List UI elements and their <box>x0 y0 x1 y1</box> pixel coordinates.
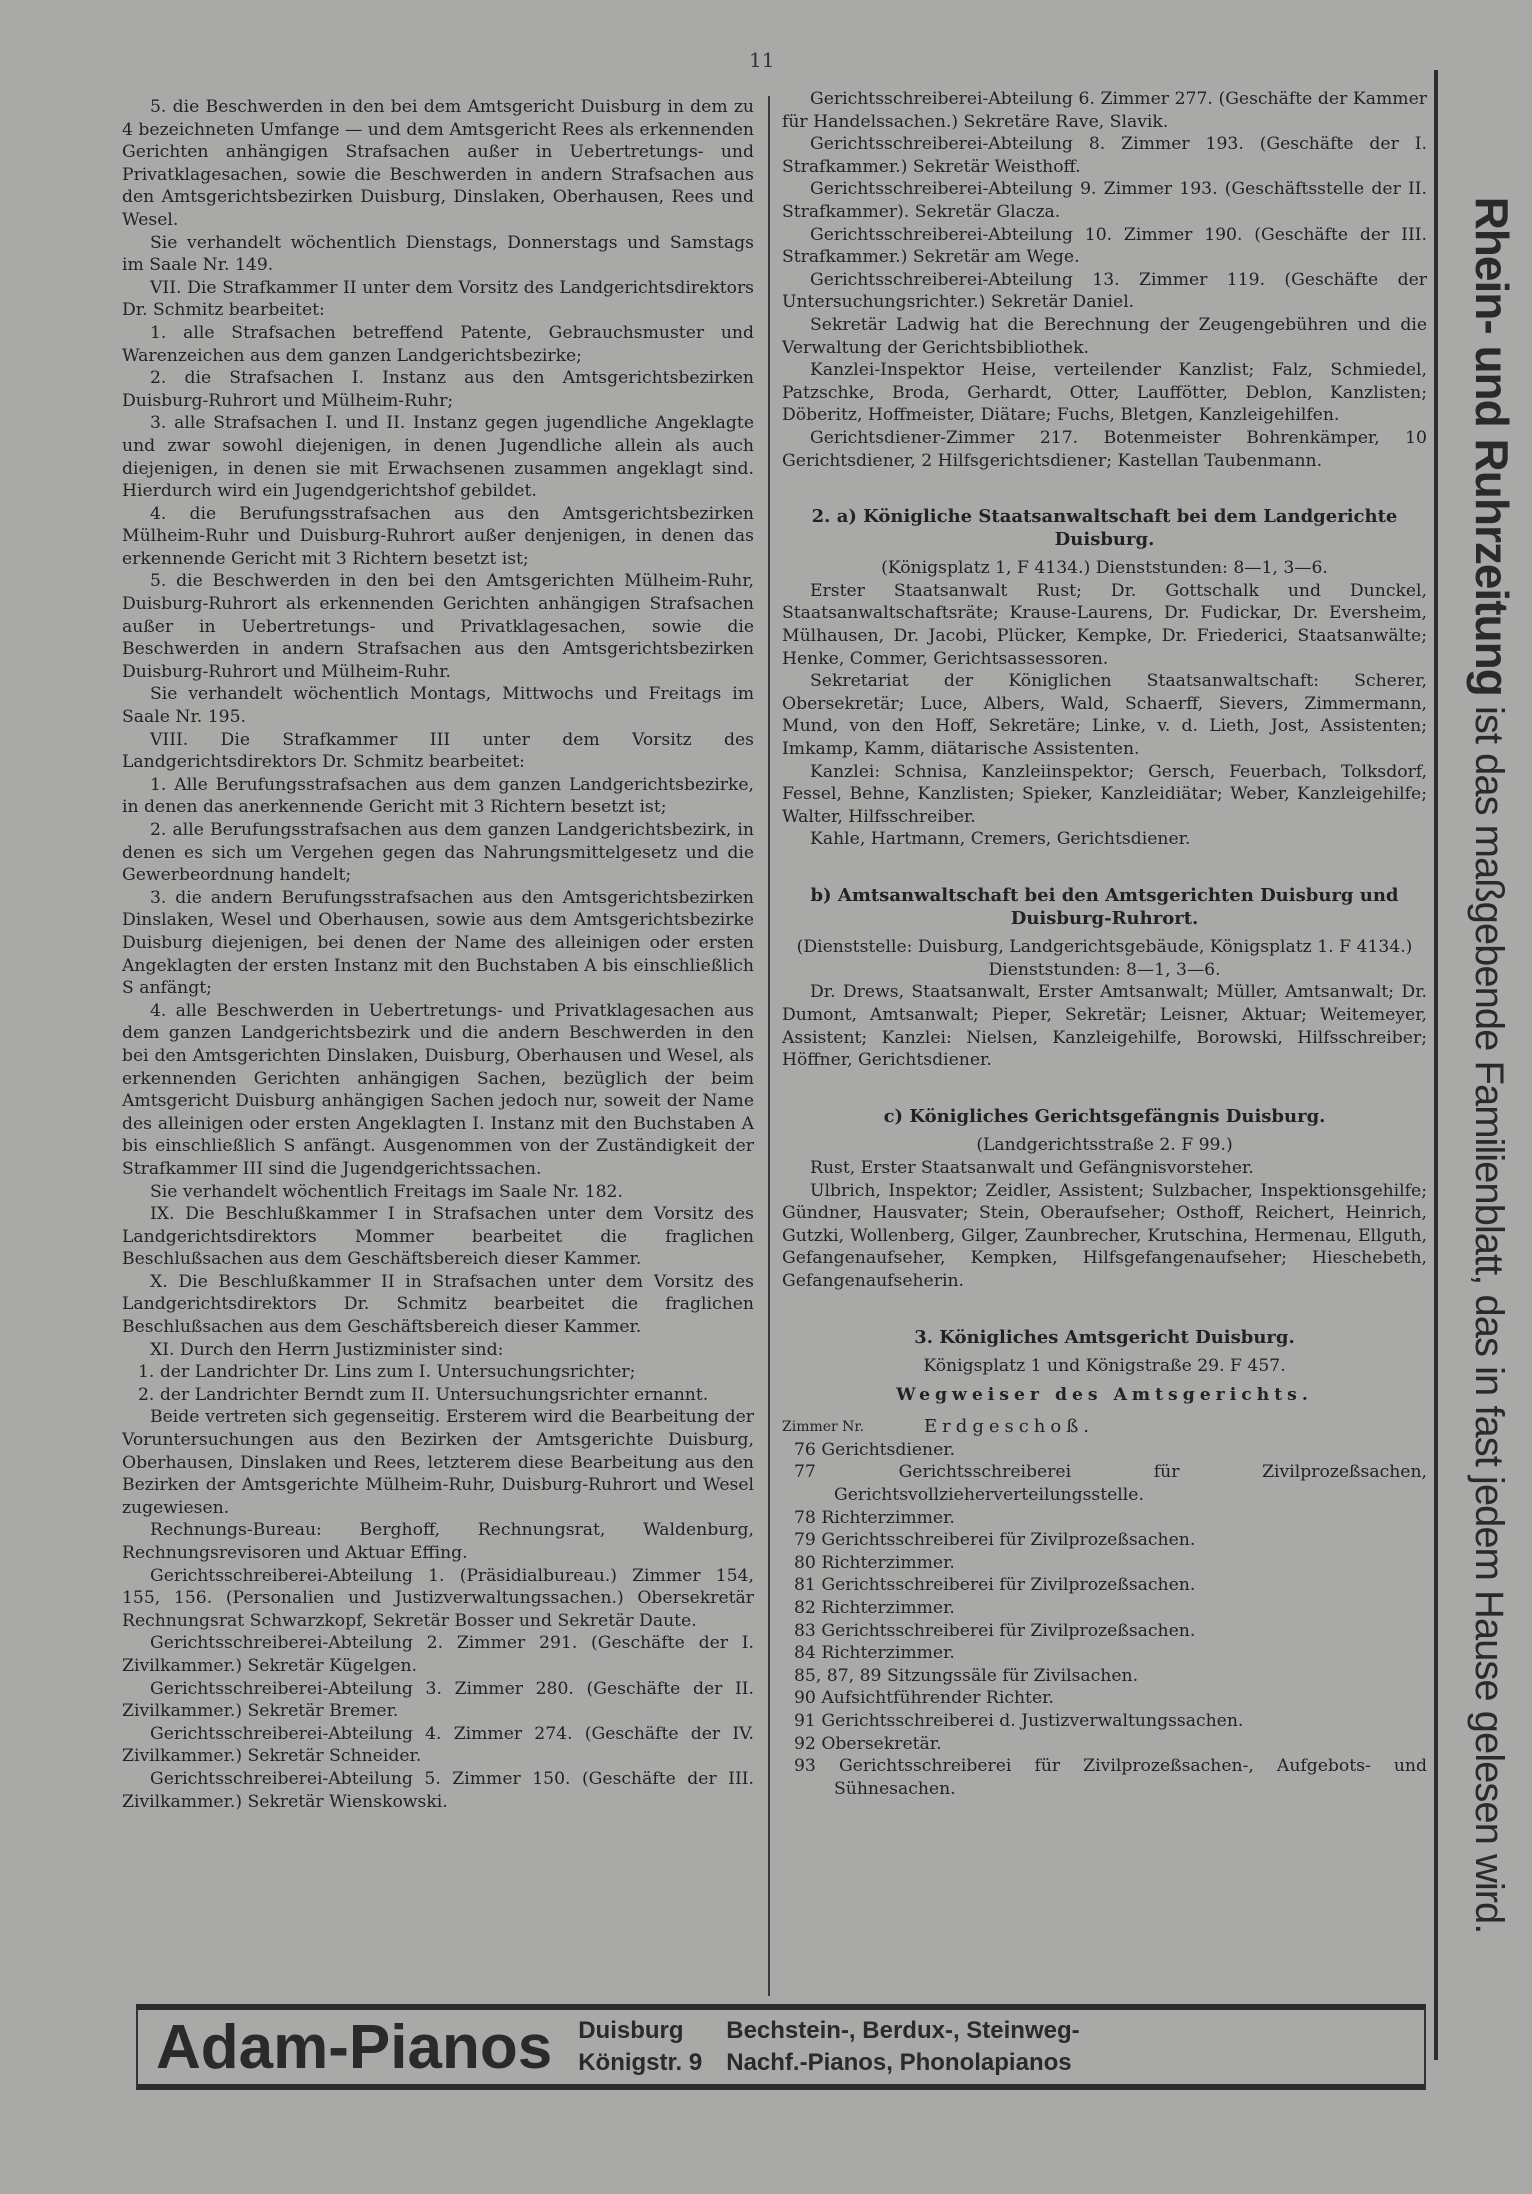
room-entry <box>782 1710 1427 1733</box>
room-entry <box>782 1461 1427 1506</box>
abteilung-entry: Gerichtsschreiberei-Abteilung 5. Zimmer 150. (Geschäfte der III. Zivilkammer.) Sekretär Wienskowski. <box>122 1768 754 1812</box>
section-x: X. Die Beschlußkammer II in Strafsachen unter dem Vorsitz des Landgerichtsdirektors Dr. Schmitz bearbeitet die fraglichen Beschlußsachen aus dem Geschäftsbereich dieser Kammer. <box>122 1271 754 1338</box>
paragraph: Kanzlei: Schnisa, Kanzleiinspektor; Gersch, Feuerbach, Tolksdorf, Fessel, Behne, Kanzlisten; Spieker, Kanzleidiätar; Weber, Kanzleigehilfe; Walter, Hilfsschreiber. <box>782 761 1427 827</box>
paragraph: Sekretariat der Königlichen Staatsanwaltschaft: Scherer, Obersekretär; Luce, Albers, Wald, Schaerff, Sievers, Zimmermann, Mund, von den Hoff, Sekretäre; Linke, v. d. Lieth, Jost, Assistenten; Imkamp, Kamm, diätarische Assistenten. <box>782 671 1427 760</box>
room-entry <box>782 1733 1427 1756</box>
room-description: Gerichtsschreiberei d. Justizverwaltungssachen. <box>821 1711 1244 1731</box>
ad-city: Duisburg <box>578 2017 684 2044</box>
abteilung-entry: Gerichtsschreiberei-Abteilung 3. Zimmer 280. (Geschäfte der II. Zivilkammer.) Sekretär Bremer. <box>122 1678 754 1722</box>
paragraph: Rust, Erster Staatsanwalt und Gefängnisvorsteher. <box>810 1157 1254 1178</box>
paragraph: Dr. Drews, Staatsanwalt, Erster Amtsanwalt; Müller, Amtsanwalt; Dr. Dumont, Amtsanwalt; Pieper, Sekretär; Leisner, Aktuar; Weitemeyer, Assistent; Kanzlei: Nielsen, Kanzleigehilfe, Borowski, Hilfsschreiber; Höffner, Gerichtsdiener. <box>782 982 1427 1071</box>
banner-rest: ist das maßgebende Familienblatt, das in fast jedem Hause gelesen wird. <box>1467 695 1511 1934</box>
room-description: Gerichtsdiener. <box>821 1439 956 1460</box>
list-item: 3. alle Strafsachen I. und II. Instanz gegen jugendliche Angeklagte und zwar sowohl diejenigen, in denen Jugendliche allein als auch diejenigen, in denen sie mit Erwachsenen zusammen angeklagt sind. Hierdurch wird ein Jugendgerichtshof gebildet. <box>122 413 754 502</box>
paragraph: Sekretär Ladwig hat die Berechnung der Zeugengebühren und die Verwaltung der Gerichtsbibliothek. <box>782 314 1427 358</box>
address: (Landgerichtsstraße 2. F 99.) <box>976 1135 1233 1156</box>
paragraph: Kanzlei-Inspektor Heise, verteilender Kanzlist; Falz, Schmiedel, Patzschke, Broda, Gerhardt, Otter, Lauffötter, Deblon, Kanzlisten; Döberitz, Hoffmeister, Diätare; Fuchs, Bletgen, Kanzleigehilfen. <box>782 360 1427 426</box>
paragraph: Sie verhandelt wöchentlich Dienstags, Donnerstags und Samstags im Saale Nr. 149. <box>122 232 754 276</box>
office-hours: Dienststunden: 8—1, 3—6. <box>988 959 1221 980</box>
room-number: 79 <box>794 1530 816 1551</box>
list-item: 2. die Strafsachen I. Instanz aus den Amtsgerichtsbezirken Duisburg-Ruhrort und Mülheim-Ruhr; <box>122 368 754 411</box>
section-ix: IX. Die Beschlußkammer I in Strafsachen unter dem Vorsitz des Landgerichtsdirektors Mommer bearbeitet die fraglichen Beschlußsachen aus dem Geschäftsbereich dieser Kammer. <box>122 1204 754 1270</box>
list-item: 3. die andern Berufungsstrafsachen aus den Amtsgerichtsbezirken Dinslaken, Wesel und Oberhausen, sowie aus dem Amtsgerichtsbezirke Duisburg diejenigen, bei denen der Name des alleinigen oder ersten Angeklagten der ersten Instanz mit den Buchstaben A bis einschließlich S anfängt; <box>122 887 754 999</box>
room-entry <box>782 1755 1427 1800</box>
room-number: 80 <box>794 1552 816 1573</box>
section-vii-intro: VII. Die Strafkammer II unter dem Vorsitz des Landgerichtsdirektors Dr. Schmitz bearbeitet: <box>122 277 754 321</box>
room-description: Richterzimmer. <box>821 1643 955 1664</box>
room-entry <box>782 1665 1427 1688</box>
room-entry <box>782 1597 1427 1620</box>
room-number: 83 <box>794 1620 816 1641</box>
abteilung-entry: Gerichtsschreiberei-Abteilung 13. Zimmer 119. (Geschäfte der Untersuchungsrichter.) Sekretär Daniel. <box>782 269 1427 313</box>
room-description: Gerichtsschreiberei für Zivilprozeßsachen, Gerichtsvollzieherverteilungsstelle. <box>834 1462 1427 1506</box>
abteilung-entry: Gerichtsschreiberei-Abteilung 2. Zimmer 291. (Geschäfte der I. Zivilkammer.) Sekretär Kügelgen. <box>122 1633 754 1676</box>
room-entry <box>782 1687 1427 1710</box>
paragraph: Rechnungs-Bureau: Berghoff, Rechnungsrat, Waldenburg, Rechnungsrevisoren und Aktuar Effing. <box>122 1520 754 1563</box>
room-entry <box>782 1574 1427 1597</box>
paragraph: Beide vertreten sich gegenseitig. Ersterem wird die Bearbeitung der Voruntersuchungen aus den Bezirken der Amtsgerichte Duisburg, Oberhausen, Dinslaken und Rees, letzterem diese Bearbeitung aus den Bezirken der Amtsgerichte Mülheim-Ruhr, Duisburg-Ruhrort und Wesel zugewiesen. <box>122 1407 754 1518</box>
room-number: 77 <box>794 1462 816 1483</box>
list-item: 1. alle Strafsachen betreffend Patente, Gebrauchsmuster und Warenzeichen aus dem ganzen Landgerichtsbezirke; <box>122 322 754 366</box>
room-description: Gerichtsschreiberei für Zivilprozeßsachen. <box>821 1575 1196 1596</box>
room-description: Aufsichtführender Richter. <box>821 1688 1054 1709</box>
room-table-header <box>782 1416 1427 1439</box>
room-description: Gerichtsschreiberei für Zivilprozeßsachen. <box>821 1530 1196 1551</box>
room-number: 85, 87, 89 <box>794 1665 882 1686</box>
room-entry <box>782 1439 1427 1462</box>
ad-brands-line: Nachf.-Pianos, Phonolapianos <box>726 2049 1072 2076</box>
abteilung-entry: Gerichtsschreiberei-Abteilung 6. Zimmer 277. (Geschäfte der Kammer für Handelssachen.) Sekretäre Rave, Slavik. <box>782 89 1427 132</box>
guide-heading: Wegweiser des Amtsgerichts. <box>896 1384 1313 1405</box>
address: (Dienststelle: Duisburg, Landgerichtsgebäude, Königsplatz 1. F 4134.) <box>796 937 1413 958</box>
ad-brands-line: Bechstein-, Berdux-, Steinweg- <box>726 2017 1080 2044</box>
room-description: Richterzimmer. <box>821 1598 955 1619</box>
room-number: 91 <box>794 1711 816 1731</box>
paragraph: Kahle, Hartmann, Cremers, Gerichtsdiener. <box>810 829 1191 850</box>
abteilung-entry: Gerichtsschreiberei-Abteilung 1. (Präsidialbureau.) Zimmer 154, 155, 156. (Personalien und Justizverwaltungssachen.) Obersekretär Rechnungsrat Schwarzkopf, Sekretär Bosser und Sekretär Daute. <box>122 1565 754 1631</box>
ad-street: Königstr. 9 <box>578 2049 703 2076</box>
abteilung-entry: Gerichtsschreiberei-Abteilung 8. Zimmer 193. (Geschäfte der I. Strafkammer.) Sekretär Weisthoff. <box>782 134 1427 177</box>
section-heading-3: 3. Königliches Amtsgericht Duisburg. <box>914 1326 1295 1348</box>
paragraph: Sie verhandelt wöchentlich Montags, Mittwochs und Freitags im Saale Nr. 195. <box>122 684 754 728</box>
room-entry <box>782 1620 1427 1643</box>
room-number: 81 <box>794 1575 816 1596</box>
list-item: 4. alle Beschwerden in Uebertretungs- und Privatklagesachen aus dem ganzen Landgerichtsbezirk und die andern Beschwerden in den bei den Amtsgerichten Dinslaken, Duisburg, Oberhausen und Wesel, als erkennenden Gerichten anhängigen Sachen, bezüglich der beim Amtsgericht Duisburg anhängigen Sachen jedoch nur, soweit der Name des alleinigen oder ersten Angeklagten I. Instanz mit den Buchstaben A bis einschließlich S anfängt. Ausgenommen von der Zuständigkeit der Strafkammer III sind die Jugendgerichtssachen. <box>122 1000 754 1179</box>
room-description: Richterzimmer. <box>821 1507 955 1528</box>
room-entry <box>782 1507 1427 1530</box>
room-column-label: Zimmer Nr. <box>782 1419 865 1436</box>
room-description: Sitzungssäle für Zivilsachen. <box>886 1665 1139 1686</box>
ad-brand-name: Adam-Pianos <box>156 2012 553 2082</box>
room-number: 84 <box>794 1643 816 1664</box>
abteilung-entry: Gerichtsschreiberei-Abteilung 10. Zimmer 190. (Geschäfte der III. Strafkammer.) Sekretär am Wege. <box>782 224 1427 268</box>
section-heading-2c: c) Königliches Gerichtsgefängnis Duisburg. <box>883 1105 1326 1127</box>
left-column <box>122 96 754 1813</box>
list-item: 5. die Beschwerden in den bei den Amtsgerichten Mülheim-Ruhr, Duisburg-Ruhrort als erkennenden Gerichten anhängigen Strafsachen außer in Uebertretungs- und Privatklagesachen, sowie die Beschwerden in andern Strafsachen aus den Amtsgerichtsbezirken Duisburg-Ruhrort und Mülheim-Ruhr. <box>122 571 754 682</box>
list-item: 1. Alle Berufungsstrafsachen aus dem ganzen Landgerichtsbezirke, in denen das anerkennende Gericht mit 3 Richtern besetzt ist; <box>122 774 754 818</box>
room-number: 92 <box>794 1733 816 1754</box>
room-entry <box>782 1642 1427 1665</box>
room-number: 78 <box>794 1507 816 1528</box>
banner-rule <box>1434 70 1438 2060</box>
ad-address <box>578 2015 702 2079</box>
abteilung-entry: Gerichtsschreiberei-Abteilung 4. Zimmer 274. (Geschäfte der IV. Zivilkammer.) Sekretär Schneider. <box>122 1723 754 1767</box>
room-description: Gerichtsschreiberei für Zivilprozeßsachen. <box>821 1620 1196 1641</box>
room-number: 82 <box>794 1598 816 1619</box>
room-description: Obersekretär. <box>821 1733 942 1754</box>
vertical-banner <box>1452 70 1532 2060</box>
room-number: 90 <box>794 1688 816 1709</box>
advertisement <box>136 2004 1426 2090</box>
right-column <box>782 88 1427 1800</box>
room-number: 93 <box>794 1756 816 1777</box>
address: (Königsplatz 1, F 4134.) Dienststunden: 8—1, 3—6. <box>881 558 1328 579</box>
list-item: 4. die Berufungsstrafsachen aus den Amtsgerichtsbezirken Mülheim-Ruhr und Duisburg-Ruhrort außer denjenigen, in denen das erkennende Gericht mit 3 Richtern besetzt ist; <box>122 503 754 569</box>
floor-label: Erdgeschoß. <box>924 1416 1094 1438</box>
list-item: 2. alle Berufungsstrafsachen aus dem ganzen Landgerichtsbezirk, in denen es sich um Vergehen gegen das Nahrungsmittelgesetz und die Gewerbeordnung handelt; <box>122 820 754 886</box>
paragraph: Erster Staatsanwalt Rust; Dr. Gottschalk und Dunckel, Staatsanwaltschaftsräte; Krause-Laurens, Dr. Fudickar, Dr. Eversheim, Mülhausen, Dr. Jacobi, Plücker, Kempke, Dr. Friederici, Staatsanwälte; Henke, Commer, Gerichtsassessoren. <box>782 580 1427 669</box>
address: Königsplatz 1 und Königstraße 29. F 457. <box>923 1356 1286 1377</box>
room-number: 76 <box>794 1439 816 1460</box>
section-viii-intro: VIII. Die Strafkammer III unter dem Vorsitz des Landgerichtsdirektors Dr. Schmitz bearbeitet: <box>122 729 754 773</box>
paragraph: Sie verhandelt wöchentlich Freitags im Saale Nr. 182. <box>150 1181 623 1202</box>
room-description: Richterzimmer. <box>821 1552 955 1573</box>
ad-brands <box>726 2015 1079 2079</box>
paragraph: Gerichtsdiener-Zimmer 217. Botenmeister Bohrenkämper, 10 Gerichtsdiener, 2 Hilfsgerichtsdiener; Kastellan Taubenmann. <box>782 427 1427 471</box>
room-entry <box>782 1552 1427 1575</box>
banner-bold: Rhein- und Ruhrzeitung <box>1466 196 1518 696</box>
page-number: 11 <box>749 48 775 72</box>
section-heading-2b: b) Amtsanwaltschaft bei den Amtsgerichten Duisburg und Duisburg-Ruhrort. <box>810 885 1399 929</box>
paragraph: 5. die Beschwerden in den bei dem Amtsgericht Duisburg in dem zu 4 bezeichneten Umfange — und dem Amtsgericht Rees als erkennenden Gerichten anhängigen Strafsachen außer in Uebertretungs- und Privatklagesachen, sowie die Beschwerden in andern Strafsachen aus den Amtsgerichtsbezirken Duisburg, Dinslaken, Oberhausen, Rees und Wesel. <box>122 97 754 230</box>
section-xi-intro: XI. Durch den Herrn Justizminister sind: <box>150 1339 504 1360</box>
room-description: Gerichtsschreiberei für Zivilprozeßsachen-, Aufgebots- und Sühnesachen. <box>834 1756 1428 1799</box>
room-entry <box>782 1529 1427 1552</box>
column-divider <box>768 96 770 1996</box>
room-list <box>782 1439 1427 1801</box>
section-heading-2a: 2. a) Königliche Staatsanwaltschaft bei dem Landgerichte Duisburg. <box>811 506 1398 550</box>
list-item: 1. der Landrichter Dr. Lins zum I. Untersuchungsrichter; <box>138 1362 636 1383</box>
paragraph: Ulbrich, Inspektor; Zeidler, Assistent; Sulzbacher, Inspektionsgehilfe; Gündner, Hausvater; Stein, Oberaufseher; Osthoff, Reichert, Heinrich, Gutzki, Wollenberg, Gilger, Zaunbrecher, Krutschina, Hermenau, Ellguth, Gefangenaufseher, Kempken, Hilfsgefangenaufseher; Hieschebeth, Gefangenaufseherin. <box>782 1180 1427 1291</box>
abteilung-entry: Gerichtsschreiberei-Abteilung 9. Zimmer 193. (Geschäftsstelle der II. Strafkammer). Sekretär Glacza. <box>782 179 1427 222</box>
list-item: 2. der Landrichter Berndt zum II. Untersuchungsrichter ernannt. <box>138 1384 709 1405</box>
